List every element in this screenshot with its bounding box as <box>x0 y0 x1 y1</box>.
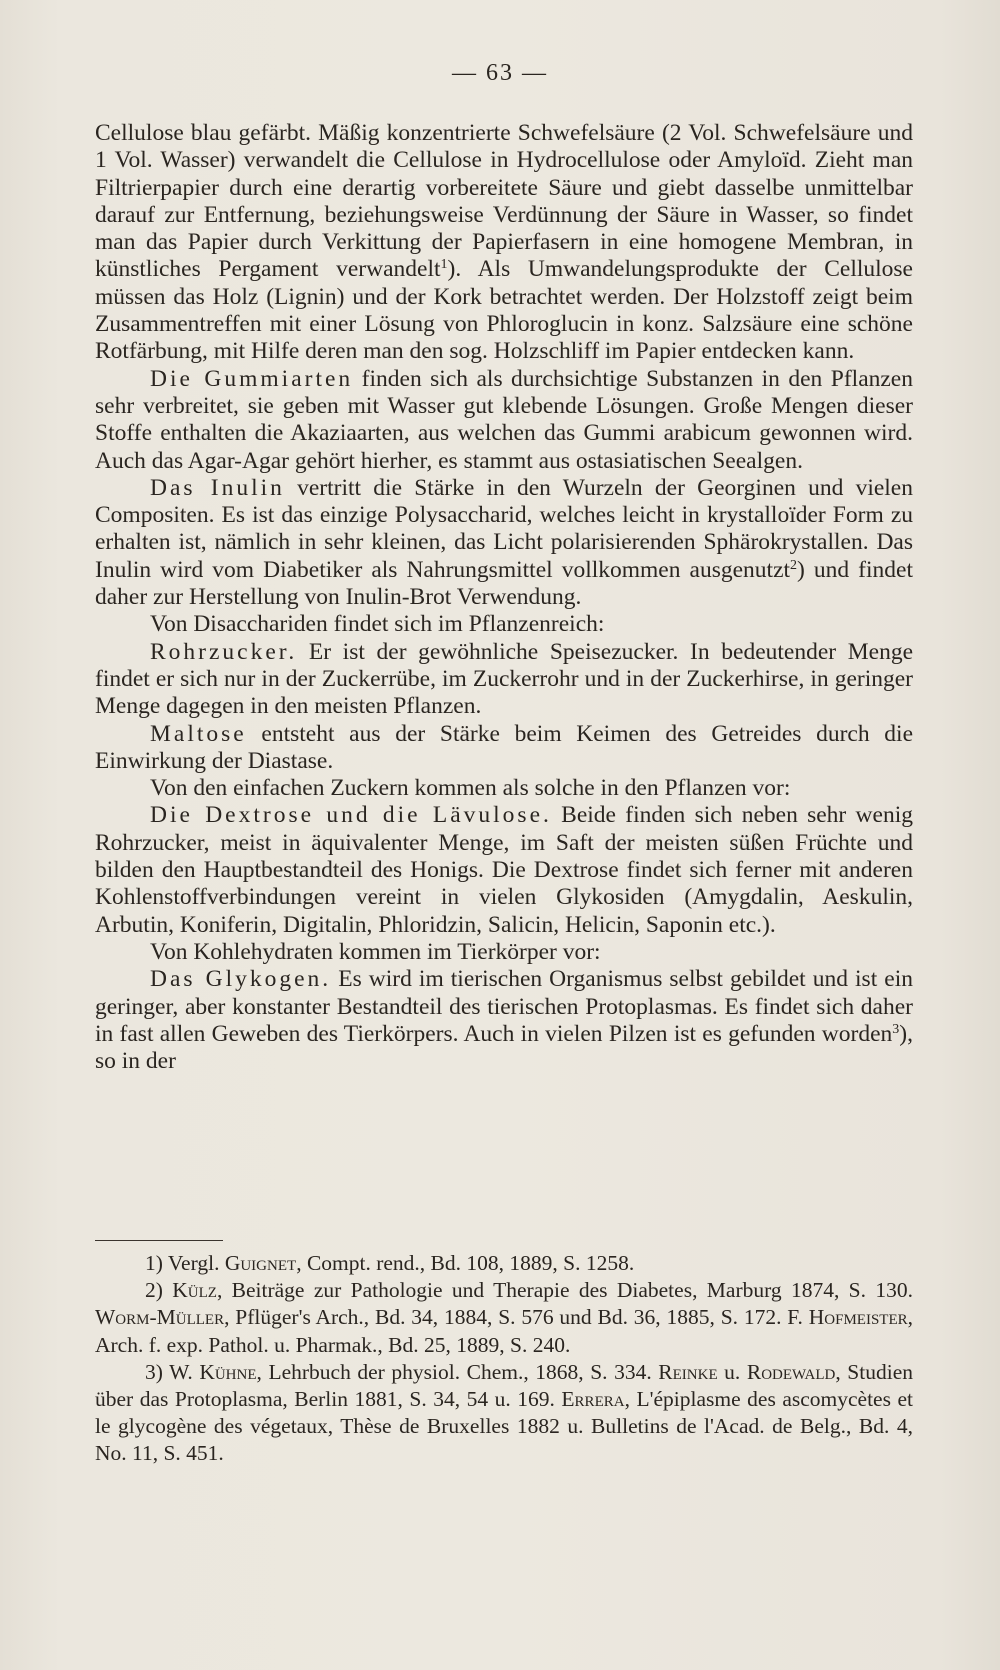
footnote-text: , L'épiplasme des ascomycètes et le glycogène des végetaux, Thèse de Bruxelles 1882 u. Bulletins de l'Acad. de Belg., Bd. 4, No. 11, S. 451. <box>95 1387 913 1466</box>
author-name: Hofmeister <box>808 1305 908 1330</box>
paragraph-text: finden sich als durchsichtige Substanzen in den Pflanzen sehr verbreitet, sie geben mit Wasser gut klebende Lösungen. Große Mengen dieser Stoffe enthalten die Akaziaarten, aus welchen das Gummi arabicum gewonnen wird. Auch das Agar-Agar gehört hierher, es stammt aus ostasiatischen Seealgen. <box>95 365 913 474</box>
author-name: Rodewald <box>746 1359 836 1384</box>
paragraph-monosaccharide-intro <box>95 775 913 802</box>
footnote-text: , Compt. rend., Bd. 108, 1889, S. 1258. <box>296 1251 635 1275</box>
paragraph-gummiarten <box>95 366 913 475</box>
paragraph-text: Cellulose blau gefärbt. Mäßig konzentrierte Schwefelsäure (2 Vol. Schwefelsäure und 1 Vol. Wasser) verwandelt die Cellulose in Hydrocellulose oder Amyloïd. Zieht man Filtrierpapier durch eine derartig vorbereitete Säure und giebt dasselbe unmittelbar darauf zur Entfernung, beziehungsweise Verdünnung der Säure in Wasser, so findet man das Papier durch Verkittung der Papierfasern in eine homogene Membran, in künstliches Pergament verwandelt <box>95 120 913 283</box>
footnote-ref-1[interactable]: 1 <box>440 257 448 273</box>
footnote-text: , Pflüger's Arch., Bd. 34, 1884, S. 576 und Bd. 36, 1885, S. 172. F. <box>224 1305 809 1330</box>
paragraph-rohrzucker <box>95 639 913 721</box>
spaced-term: Die Dextrose und die Lävulose. <box>150 802 552 829</box>
spaced-term: Rohrzucker. <box>150 638 298 665</box>
footnote-ref-2[interactable]: 2 <box>790 557 798 573</box>
paragraph-text: Es wird im tierischen Organismus selbst gebildet und ist ein geringer, aber konstanter Bestandteil des tierischen Protoplasmas. Es findet sich daher in fast allen Geweben des Tierkörpers. Auch in vielen Pilzen ist es gefunden worden <box>95 966 913 1047</box>
footnote-text: , Studien über das Protoplasma, Berlin 1881, S. 34, 54 u. 169. <box>95 1359 914 1412</box>
paragraph-inulin <box>95 475 913 611</box>
paragraph-text: Von Disacchariden findet sich im Pflanzenreich: <box>150 611 605 638</box>
paragraph-disaccharide-intro <box>95 611 913 638</box>
paragraph-maltose <box>95 721 913 776</box>
paragraph-text: ) und findet daher zur Herstellung von Inulin-Brot Verwendung. <box>95 556 913 611</box>
paragraph-text: Von Kohlehydraten kommen im Tierkörper vor: <box>150 938 601 965</box>
spaced-term: Maltose <box>150 720 247 747</box>
footnote-text: , Beiträge zur Pathologie und Therapie des Diabetes, Marburg 1874, S. 130. <box>216 1278 913 1303</box>
spaced-term: Das Inulin <box>150 474 285 501</box>
footnote-divider <box>95 1240 223 1241</box>
paragraph-text: Von den einfachen Zuckern kommen als solche in den Pflanzen vor: <box>150 775 791 802</box>
paragraph-text: Er ist der gewöhnliche Speisezucker. In bedeutender Menge findet er sich nur in der Zuckerrübe, im Zuckerrohr und in der Zuckerhirse, in geringer Menge dagegen in den meisten Pflanzen. <box>95 638 913 720</box>
spaced-term: Die Gummiarten <box>150 365 354 392</box>
footnote-1 <box>95 1250 913 1277</box>
footnotes <box>95 1250 913 1468</box>
main-text <box>95 120 913 1075</box>
footnote-text: 1) Vergl. <box>145 1251 225 1275</box>
footnote-text: 2) <box>145 1278 173 1303</box>
paragraph-text: entsteht aus der Stärke beim Keimen des Getreides durch die Einwirkung der Diastase. <box>95 720 913 774</box>
footnote-text: u. <box>717 1359 747 1384</box>
paragraph-dextrose-laevulose <box>95 802 913 938</box>
paragraph-text: ). Als Umwandelungsprodukte der Cellulose müssen das Holz (Lignin) und der Kork betrachtet werden. Der Holzstoff zeigt beim Zusammentreffen mit einer Lösung von Phloroglucin in konz. Salzsäure eine schöne Rotfärbung, mit Hilfe deren man den sog. Holzschliff im Papier entdecken kann. <box>95 256 913 365</box>
author-name: Errera <box>561 1387 625 1412</box>
author-name: Külz <box>172 1278 217 1303</box>
author-name: Reinke <box>658 1359 718 1384</box>
page-number: — 63 — <box>452 60 548 86</box>
author-name: Worm-Müller <box>95 1305 225 1330</box>
paragraph-text: Beide finden sich neben sehr wenig Rohrzucker, meist in äquivalenter Menge, im Saft der meisten süßen Früchte und bilden den Hauptbestandteil des Honigs. Die Dextrose findet sich ferner mit anderen Kohlenstoffverbindungen vereint in vielen Glykosiden (Amygdalin, Aeskulin, Arbutin, Koniferin, Digitalin, Phloridzin, Salicin, Helicin, Saponin etc.). <box>95 802 913 938</box>
author-name: Guignet <box>224 1251 297 1275</box>
footnote-ref-3[interactable]: 3 <box>892 1021 900 1037</box>
footnote-text: 3) W. <box>145 1359 200 1384</box>
paragraph-text: ), so in der <box>95 1020 913 1075</box>
author-name: Kühne <box>199 1359 257 1384</box>
footnote-text: , Lehrbuch der physiol. Chem., 1868, S. 334. <box>256 1359 659 1384</box>
footnote-2 <box>95 1277 913 1359</box>
footnote-3 <box>95 1359 913 1468</box>
paragraph-tierkoerper-intro <box>95 939 913 966</box>
paragraph-cellulose <box>95 120 913 366</box>
footnote-text: , Arch. f. exp. Pathol. u. Pharmak., Bd. 25, 1889, S. 240. <box>95 1305 913 1357</box>
paragraph-text: vertritt die Stärke in den Wurzeln der Georginen und vielen Compositen. Es ist das einzige Polysaccharid, welches leicht in krystalloïder Form zu erhalten ist, nämlich in sehr kleinen, das Licht polarisierenden Sphärokrystallen. Das Inulin wird vom Diabetiker als Nahrungsmittel vollkommen ausgenutzt <box>95 474 913 583</box>
spaced-term: Das Glykogen. <box>150 966 332 993</box>
paragraph-glykogen <box>95 966 913 1075</box>
